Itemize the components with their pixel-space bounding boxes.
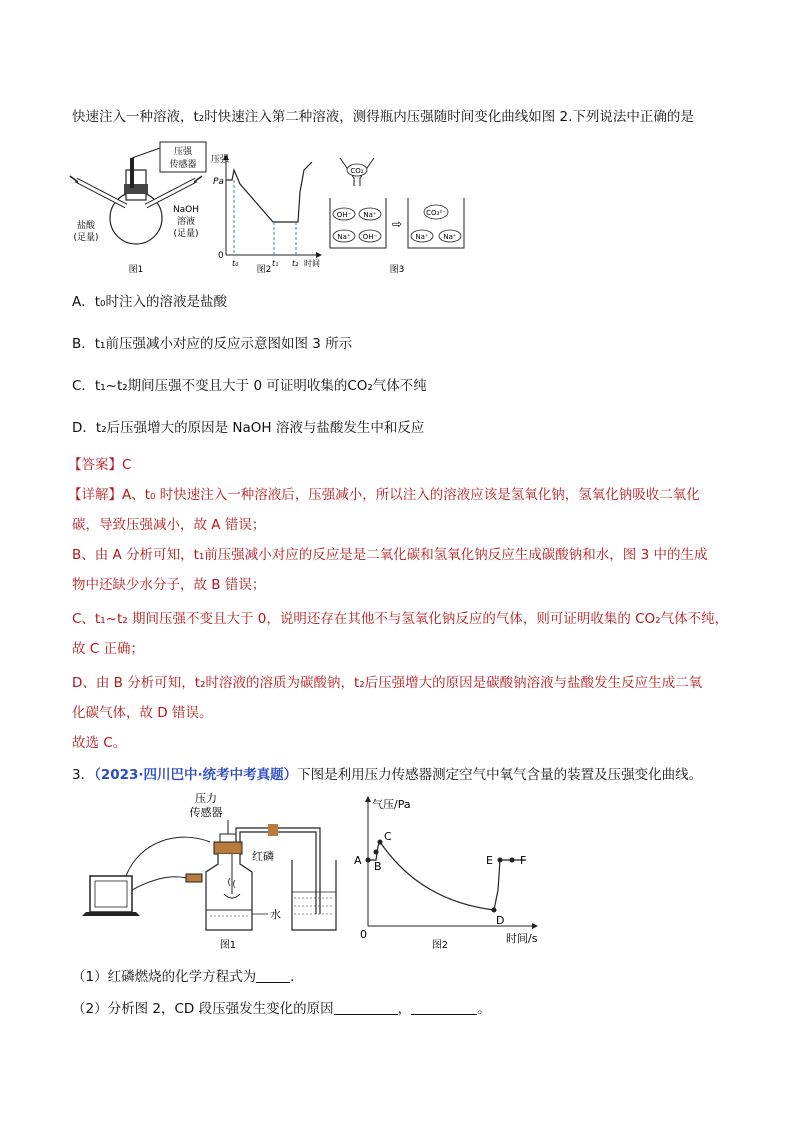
apparatus-figure-1 xyxy=(70,142,206,275)
q3-water: 水 xyxy=(270,908,281,921)
q3-sub2-blank-2[interactable] xyxy=(411,1000,477,1015)
explanation-line-1: 【详解】A、t₀ 时快速注入一种溶液后，压强减小，所以注入的溶液应该是氢氧化钠，氢氧化钠吸收二氧化 xyxy=(68,487,700,503)
ion-after-2: Na⁺ xyxy=(415,233,429,241)
fig2-t2: t₂ xyxy=(292,259,299,268)
q3-point-c: C xyxy=(384,830,392,843)
fig2-y-tick: Pa xyxy=(213,177,224,187)
ion-after-1: CO₃²⁻ xyxy=(426,209,446,217)
q3-sub2-sep: ， xyxy=(397,1001,412,1017)
gas-co2: CO₂ xyxy=(350,167,364,175)
q3-number: 3． xyxy=(72,767,95,783)
q3-fig2-caption: 图2 xyxy=(431,940,449,950)
fig1-caption: 图1 xyxy=(128,265,144,275)
explanation-line-4: 物中还缺少水分子，故 B 错误； xyxy=(72,577,266,593)
explanation-line-6: 故 C 正确； xyxy=(72,641,145,657)
q3-phosphorus: 红磷 xyxy=(252,850,274,863)
q3-fig2-x-label: 时间/s xyxy=(506,932,538,945)
q3-fig2-y-label: 气压/Pa xyxy=(372,798,411,811)
ion-after-3: Na⁺ xyxy=(443,233,457,241)
q3-stem: 下图是利用压力传感器测定空气中氧气含量的装置及压强变化曲线。 xyxy=(297,767,703,783)
q3-fig2-origin: 0 xyxy=(360,928,367,941)
left-label-2: (足量) xyxy=(73,233,99,243)
q3-point-d: D xyxy=(496,914,505,927)
explanation-line-8: 化碳气体，故 D 错误。 xyxy=(72,705,213,721)
q3-point-a: A xyxy=(354,854,362,867)
q3-figure-group xyxy=(80,790,550,950)
option-d: D．t₂后压强增大的原因是 NaOH 溶液与盐酸发生中和反应 xyxy=(72,420,425,436)
reaction-schematic-figure-3 xyxy=(330,158,464,275)
ion-before-1: OH⁻ xyxy=(336,211,352,219)
fig2-x-label: 时间 xyxy=(304,259,320,268)
pressure-curve-figure-2 xyxy=(211,154,322,275)
fig2-origin: 0 xyxy=(218,251,224,261)
q3-sub2-end: 。 xyxy=(477,1001,491,1017)
answer: 【答案】C xyxy=(68,457,132,473)
q3-sub1-end: ． xyxy=(290,969,304,985)
ion-before-2: Na⁺ xyxy=(363,211,377,219)
explanation-line-9: 故选 C。 xyxy=(72,735,127,751)
q3-point-b: B xyxy=(374,860,382,873)
explanation-line-3: B、由 A 分析可知，t₁前压强减小对应的反应是是二氧化碳和氢氧化钠反应生成碳酸钠和水，图 3 中的生成 xyxy=(72,547,708,563)
q3-sub2 xyxy=(72,1000,491,1018)
q3-point-f: F xyxy=(520,854,527,867)
pressure-curve-q3-figure-2 xyxy=(354,796,538,950)
q3-sub1-blank[interactable] xyxy=(256,968,290,983)
fig2-t1: t₁ xyxy=(272,259,279,268)
option-b: B．t₁前压强减小对应的反应示意图如图 3 所示 xyxy=(72,336,353,352)
question-intro: 快速注入一种溶液，t₂时快速注入第二种溶液，测得瓶内压强随时间变化曲线如图 2.下列说法中正确的是 xyxy=(72,109,694,125)
fig2-t0: t₀ xyxy=(232,259,239,268)
q3-sub1-text: （1）红磷燃烧的化学方程式为 xyxy=(72,969,257,985)
ion-before-3: Na⁺ xyxy=(337,233,351,241)
explanation-line-7: D、由 B 分析可知，t₂时溶液的溶质为碳酸钠，t₂后压强增大的原因是碳酸钠溶液与盐酸发生反应生成二氧 xyxy=(72,675,703,691)
right-label-2: 溶液 xyxy=(176,217,196,227)
q3-sensor-2: 传感器 xyxy=(189,806,223,819)
q3-header xyxy=(72,766,702,784)
fig2-y-label: 压强 xyxy=(211,155,230,165)
fig2-caption: 图2 xyxy=(256,265,272,275)
sensor-label-1: 压强 xyxy=(173,147,193,157)
q3-sub2-text: （2）分析图 2，CD 段压强发生变化的原因 xyxy=(72,1001,334,1017)
q3-fig1-caption: 图1 xyxy=(219,940,237,950)
ion-before-4: OH⁻ xyxy=(362,233,378,241)
right-label-3: (足量) xyxy=(173,229,199,239)
q3-sub1 xyxy=(72,968,304,986)
q3-source: （2023·四川巴中·统考中考真题） xyxy=(94,767,298,783)
explanation-line-2: 碳，导致压强减小，故 A 错误； xyxy=(72,517,266,533)
q3-sub2-blank-1[interactable] xyxy=(334,1000,398,1015)
option-c: C．t₁~t₂期间压强不变且大于 0 可证明收集的CO₂气体不纯 xyxy=(72,378,427,394)
right-label-1: NaOH xyxy=(172,205,200,215)
left-label-1: 盐酸 xyxy=(76,221,96,231)
option-a: A．t₀时注入的溶液是盐酸 xyxy=(72,294,227,310)
sensor-label-2: 传感器 xyxy=(169,160,197,170)
q3-sensor-1: 压力 xyxy=(195,792,217,805)
fig3-caption: 图3 xyxy=(389,265,405,275)
reaction-arrow: ⇨ xyxy=(391,217,403,231)
explanation-line-5: C、t₁~t₂ 期间压强不变且大于 0，说明还存在其他不与氢氧化钠反应的气体，则可证明收集的 CO₂气体不纯， xyxy=(72,611,729,627)
q3-point-e: E xyxy=(486,854,493,867)
apparatus-figure-q3-1 xyxy=(82,791,336,950)
q2-figure-group xyxy=(68,140,498,280)
